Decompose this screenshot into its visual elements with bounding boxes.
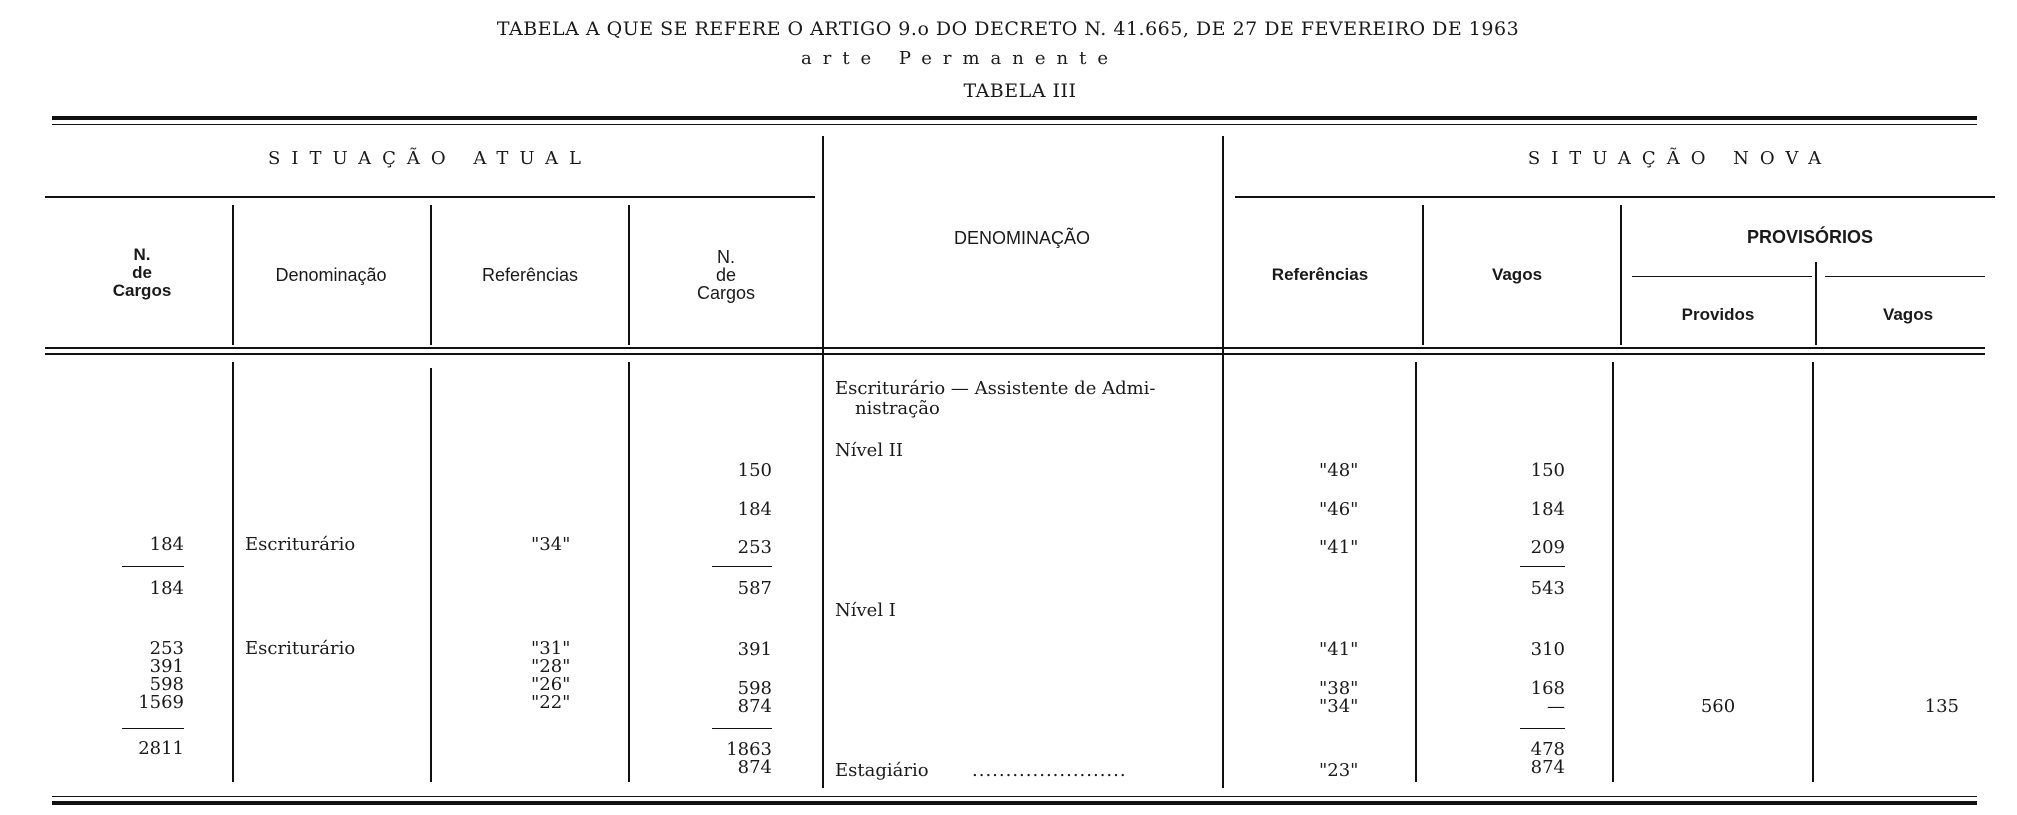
nova-vagos-value: 168 — [1530, 678, 1565, 699]
col-divider-5-body — [1612, 362, 1614, 782]
header-denominacao: Denominação — [275, 265, 387, 285]
atual-referencia-value: "22" — [531, 692, 571, 713]
nova-vagos-value: 310 — [1530, 639, 1565, 660]
col-divider-3-body — [628, 362, 630, 782]
n-cargos-sum-line-1 — [712, 566, 772, 567]
atual-referencia-value: "28" — [531, 656, 571, 677]
bottom-rule-thick — [52, 801, 1977, 805]
atual-underline — [45, 196, 815, 198]
provisorios-underline-left — [1632, 276, 1812, 277]
col-divider-2-head — [430, 205, 432, 345]
top-rule-thin — [52, 124, 1977, 125]
table-subtitle: arte Permanente — [800, 48, 1120, 69]
atual-cargos-value: 598 — [149, 674, 184, 695]
n-cargos-value: 253 — [737, 537, 772, 558]
nova-vagos-value: 184 — [1530, 499, 1565, 520]
col-divider-6-body — [1812, 362, 1814, 782]
col-divider-5-head — [1620, 205, 1622, 345]
providos-value: 560 — [1700, 696, 1736, 717]
atual-cargos-value: 1569 — [138, 692, 184, 713]
col-divider-1-body — [232, 362, 234, 782]
nova-referencia-value: "48" — [1319, 460, 1359, 481]
col-divider-1-head — [232, 205, 234, 345]
top-rule-thick — [52, 116, 1977, 120]
col-divider-2-body — [430, 368, 432, 782]
dot-leader: ....................... — [972, 760, 1127, 781]
header-vagos-provisorios: Vagos — [1882, 305, 1934, 324]
atual-cargos-sum-line-1 — [122, 566, 184, 567]
divider-denominacao-nova — [1222, 136, 1224, 788]
n-cargos-sum-line-2 — [712, 728, 772, 729]
nova-vagos-value: 478 — [1530, 739, 1565, 760]
nova-vagos-value: — — [1547, 696, 1565, 717]
nova-referencia-value: "41" — [1319, 537, 1359, 558]
atual-referencia-value: "34" — [531, 534, 571, 555]
denominacao-group-title: Escriturário — Assistente de Admi- — [835, 378, 1156, 399]
n-cargos-value: 874 — [737, 696, 772, 717]
nova-vagos-value: 150 — [1530, 460, 1565, 481]
atual-denominacao-value: Escriturário — [245, 638, 356, 659]
atual-referencia-value: "31" — [531, 638, 571, 659]
n-cargos-value: 184 — [737, 499, 772, 520]
atual-denominacao-value: Escriturário — [245, 534, 356, 555]
n-cargos-value: 598 — [737, 678, 772, 699]
header-referencias-nova: Referências — [1271, 265, 1369, 284]
nova-underline — [1235, 196, 1995, 198]
divider-atual-denominacao — [822, 136, 824, 788]
estagiario-label: Estagiário — [835, 760, 929, 781]
atual-cargos-value: 391 — [149, 656, 184, 677]
header-rule-bottom — [45, 353, 1985, 355]
nova-vagos-sum-line-2 — [1520, 728, 1565, 729]
denominacao-group-title-cont: nistração — [855, 398, 940, 419]
n-cargos-value: 150 — [737, 460, 772, 481]
atual-cargos-value: 184 — [149, 578, 184, 599]
atual-cargos-value: 2811 — [138, 738, 184, 759]
col-divider-6-head — [1815, 262, 1817, 345]
header-referencias-atual: Referências — [481, 265, 579, 285]
n-cargos-value: 1863 — [726, 739, 772, 760]
header-rule-top — [45, 347, 1985, 349]
atual-cargos-sum-line-2 — [122, 728, 184, 729]
vagos-provisorios-value: 135 — [1924, 696, 1959, 717]
col-divider-4-head — [1422, 205, 1424, 345]
header-n-cargos-1: N. de Cargos — [112, 245, 172, 300]
nova-referencia-value: "46" — [1319, 499, 1359, 520]
nova-vagos-value: 874 — [1530, 757, 1565, 778]
n-cargos-value: 391 — [737, 639, 772, 660]
nova-referencia-value: "34" — [1319, 696, 1359, 717]
provisorios-underline-right — [1825, 276, 1985, 277]
nova-referencia-value: "38" — [1319, 678, 1359, 699]
col-divider-3-head — [628, 205, 630, 345]
atual-cargos-value: 184 — [149, 534, 184, 555]
situacao-atual-heading: SITUAÇÃO ATUAL — [268, 148, 592, 169]
n-cargos-value: 587 — [737, 578, 772, 599]
header-n-cargos-2: N. de Cargos — [696, 247, 756, 303]
header-denominacao-center: DENOMINAÇÃO — [953, 228, 1091, 248]
nova-vagos-sum-line-1 — [1520, 566, 1565, 567]
situacao-nova-heading: SITUAÇÃO NOVA — [1527, 148, 1833, 169]
nivel-1-label: Nível I — [835, 600, 896, 621]
header-providos: Providos — [1681, 305, 1755, 324]
nova-vagos-value: 543 — [1530, 578, 1565, 599]
table-title: TABELA A QUE SE REFERE O ARTIGO 9.o DO DECRETO N. 41.665, DE 27 DE FEVEREIRO DE 1963 — [496, 18, 1520, 40]
col-divider-4-body — [1415, 362, 1417, 782]
header-vagos: Vagos — [1491, 265, 1543, 284]
table-number: TABELA III — [963, 80, 1077, 102]
header-provisorios: PROVISÓRIOS — [1746, 227, 1874, 247]
nivel-2-label: Nível II — [835, 440, 904, 461]
nova-referencia-value: "23" — [1319, 760, 1359, 781]
nova-vagos-value: 209 — [1530, 537, 1565, 558]
atual-cargos-value: 253 — [149, 638, 184, 659]
bottom-rule-thin — [52, 796, 1977, 797]
n-cargos-value: 874 — [737, 757, 772, 778]
nova-referencia-value: "41" — [1319, 639, 1359, 660]
atual-referencia-value: "26" — [531, 674, 571, 695]
